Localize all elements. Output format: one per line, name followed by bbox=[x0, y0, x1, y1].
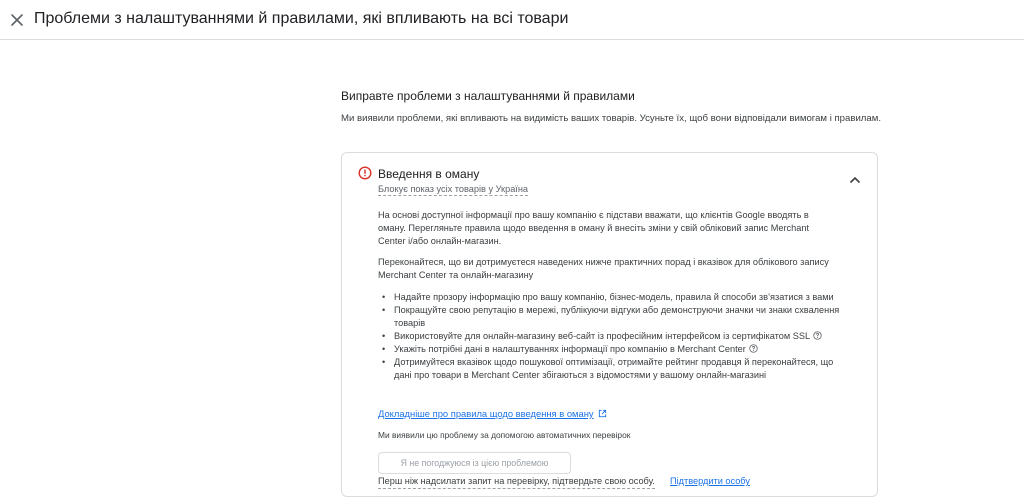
issue-subtitle[interactable]: Блокує показ усіх товарів у Україна bbox=[378, 184, 529, 194]
list-item: • Дотримуйтеся вказівок щодо пошукової оптимізації, отримайте рейтинг продавця й переконайтеся, що дані про товари в Merchant Center збігаються з відомостями у вашому онлайн-магазині bbox=[378, 356, 848, 381]
issue-title: Введення в оману bbox=[378, 167, 480, 181]
guideline-list bbox=[378, 291, 848, 382]
error-icon bbox=[358, 166, 372, 180]
page-header bbox=[0, 0, 1024, 40]
help-icon[interactable] bbox=[749, 344, 758, 353]
collapse-button[interactable] bbox=[846, 173, 864, 187]
list-item: • Покращуйте свою репутацію в мережі, публікуючи відгуки або демонструючи значки чи знаки схвалення товарів bbox=[378, 304, 848, 329]
close-icon bbox=[10, 13, 24, 27]
verify-identity-link[interactable]: Підтвердити особу bbox=[670, 476, 750, 486]
learn-more-link[interactable]: Докладніше про правила щодо введення в оману bbox=[378, 407, 607, 420]
issue-paragraph-2: Переконайтеся, що ви дотримуєтеся наведених нижче практичних порад і вказівок для облікового запису Merchant Center та онлайн-магазину bbox=[378, 257, 829, 280]
list-item: • Використовуйте для онлайн-магазину веб-сайт із професійним інтерфейсом із сертифікатом SSL bbox=[378, 330, 848, 343]
list-item: • Надайте прозору інформацію про вашу компанію, бізнес-модель, правила й способи зв’язатися з вами bbox=[378, 291, 848, 304]
list-item: • Укажіть потрібні дані в налаштуваннях інформації про компанію в Merchant Center bbox=[378, 343, 848, 356]
external-link-icon bbox=[598, 409, 607, 418]
help-icon[interactable] bbox=[813, 331, 822, 340]
issue-card bbox=[341, 152, 878, 497]
disagree-button[interactable]: Я не погоджуюся із цією проблемою bbox=[378, 452, 571, 474]
page-title: Проблеми з налаштуваннями й правилами, які впливають на всі товари bbox=[34, 10, 569, 27]
section-description: Ми виявили проблеми, які впливають на видимість ваших товарів. Усуньте їх, щоб вони відповідали вимогам і правилам. bbox=[341, 113, 882, 124]
section-title: Виправте проблеми з налаштуваннями й правилами bbox=[341, 89, 635, 103]
auto-check-note: Ми виявили цю проблему за допомогою автоматичних перевірок bbox=[378, 430, 631, 440]
verify-identity-text: Перш ніж надсилати запит на перевірку, підтвердьте свою особу. bbox=[378, 475, 655, 489]
chevron-up-icon bbox=[849, 176, 861, 184]
close-button[interactable] bbox=[4, 7, 30, 33]
issue-paragraph-1: На основі доступної інформації про вашу компанію є підстави вважати, що клієнтів Google вводять в оману. Перегляньте правила щодо введення в оману й внесіть зміни у свій обліковий запис Merchant Center і/або онлайн-магазин. bbox=[378, 210, 810, 246]
